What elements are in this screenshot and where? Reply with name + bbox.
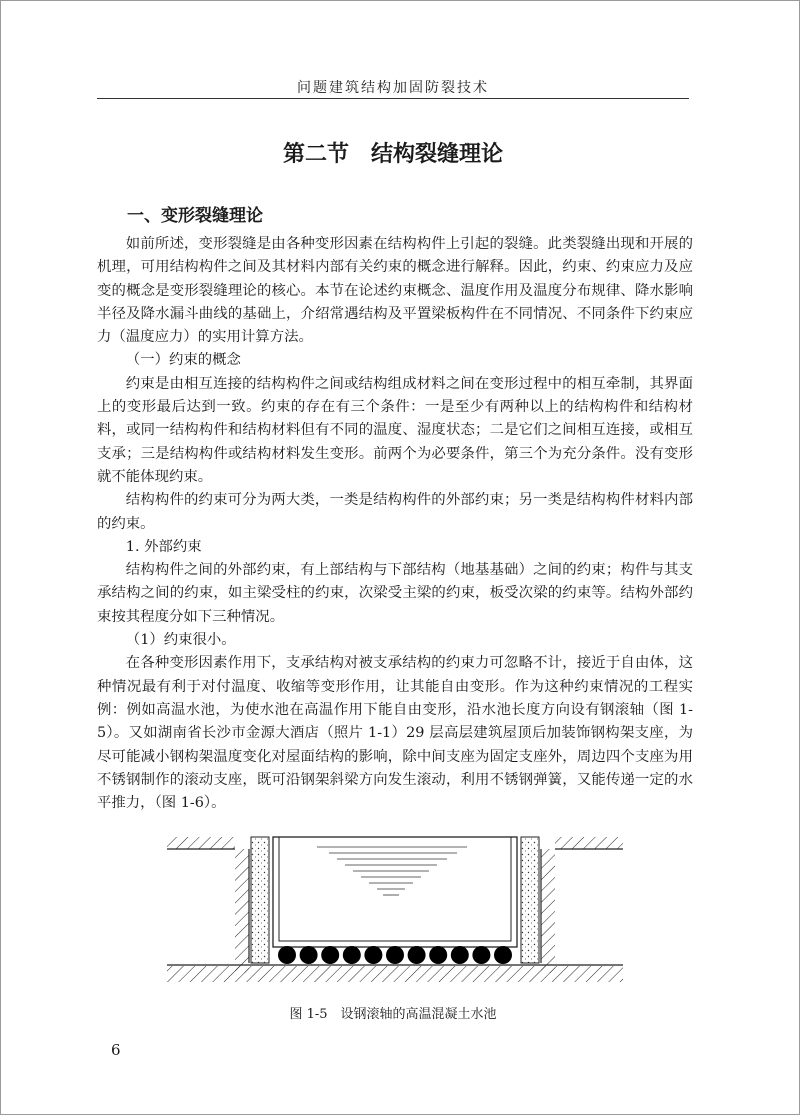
steel-rollers	[278, 946, 512, 964]
paragraph: 结构构件的约束可分为两大类，一类是结构构件的外部约束；另一类是结构构件材料内部的约束。	[97, 492, 693, 532]
outer-wall-left	[251, 837, 269, 963]
body-text	[97, 233, 693, 815]
figure-high-temp-pool	[167, 835, 623, 993]
soil-left	[167, 837, 249, 973]
subheading-small-constraint: （1）约束很小。	[125, 632, 236, 649]
steel-roller	[278, 946, 296, 964]
outer-wall-right	[521, 837, 539, 963]
steel-roller	[472, 946, 490, 964]
subheading-constraint-concept: （一）约束的概念	[125, 352, 241, 369]
steel-roller	[494, 946, 512, 964]
page-number: 6	[111, 1041, 121, 1059]
header-rule	[97, 98, 689, 99]
heading-deformation-crack-theory: 一、变形裂缝理论	[127, 206, 263, 226]
running-head: 问题建筑结构加固防裂技术	[297, 80, 489, 96]
steel-roller	[429, 946, 447, 964]
steel-roller	[343, 946, 361, 964]
section-title: 第二节 结构裂缝理论	[282, 142, 503, 167]
pool-tank	[273, 837, 517, 947]
steel-roller	[408, 946, 426, 964]
paragraph: 在各种变形因素作用下，支承结构对被支承结构的约束力可忽略不计，接近于自由体，这种情况最有利于对付温度、收缩等变形作用，让其能自由变形。作为这种约束情况的工程实例：例如高温水池，为使水池在高温作用下能自由变形，沿水池长度方向设有钢滚轴（图 1-5）。又如湖南省长沙市金源大酒店（照片 1-1）29 层高层建筑屋顶后加装饰钢构架支座，为尽可能减小钢构架温度变化对屋面结构的影响，除中间支座为固定支座外，周边四个支座为用不锈钢制作的滚动支座，既可沿钢架斜梁方向发生滚动，利用不锈钢弹簧，又能传递一定的水平推力，（图 1-6）。	[97, 655, 693, 812]
steel-roller	[364, 946, 382, 964]
paragraph: 约束是由相互连接的结构构件之间或结构组成材料之间在变形过程中的相互牵制，其界面上的变形最后达到一致。约束的存在有三个条件：一是至少有两种以上的结构构件和结构材料，或同一结构构件和结构材料但有不同的温度、湿度状态；二是它们之间相互连接，或相互支承；三是结构构件或结构材料发生变形。前两个为必要条件，第三个为充分条件。没有变形就不能体现约束。	[97, 375, 693, 485]
steel-roller	[451, 946, 469, 964]
soil-right	[541, 837, 623, 973]
steel-roller	[386, 946, 404, 964]
subheading-external-constraint: 1. 外部约束	[125, 538, 202, 555]
steel-roller	[300, 946, 318, 964]
steel-roller	[321, 946, 339, 964]
figure-caption: 图 1-5 设钢滚轴的高温混凝土水池	[289, 1007, 497, 1022]
base-slab	[167, 965, 623, 982]
paragraph: 如前所述，变形裂缝是由各种变形因素在结构构件上引起的裂缝。此类裂缝出现和开展的机理，可用结构构件之间及其材料内部有关约束的概念进行解释。因此，约束、约束应力及应变的概念是变形裂缝理论的核心。本节在论述约束概念、温度作用及温度分布规律、降水影响半径及降水漏斗曲线的基础上，介绍常遇结构及平置梁板构件在不同情况、不同条件下约束应力（温度应力）的实用计算方法。	[97, 236, 693, 346]
paragraph: 结构构件之间的外部约束，有上部结构与下部结构（地基基础）之间的约束；构件与其支承结构之间的约束，如主梁受柱的约束，次梁受主梁的约束，板受次梁的约束等。结构外部约束按其程度分如下三种情况。	[97, 562, 693, 625]
